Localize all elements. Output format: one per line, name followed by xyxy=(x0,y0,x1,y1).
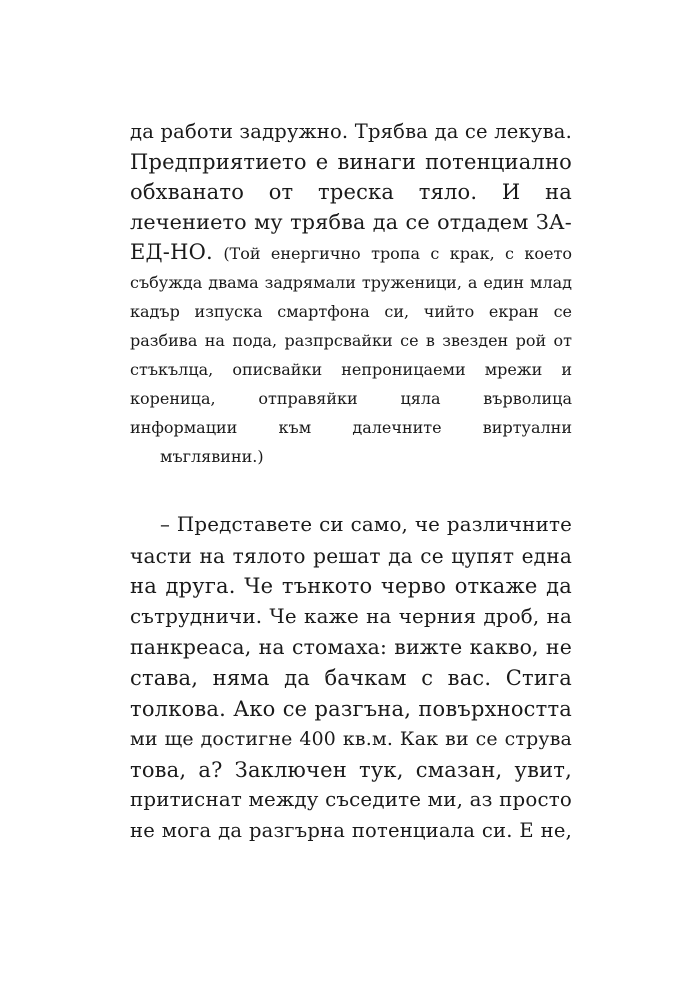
stage-direction-start: (Той енергично тропа с крак, с което xyxy=(223,244,572,263)
text-line: обхванато от треска тяло. И на xyxy=(130,180,572,204)
text-line: не мога да разгърна потенциала си. Е не, xyxy=(130,818,572,842)
text-line: притиснат между съседите ми, аз просто xyxy=(130,788,572,812)
stage-direction-line: стъкълца, описвайки непроницаеми мрежи и xyxy=(130,360,572,379)
stage-direction-line: кореница, отправяйки цяла върволица xyxy=(130,389,572,408)
text-line: да работи задружно. Трябва да се лекува. xyxy=(130,120,572,143)
text-line: става, няма да бачкам с вас. Стига xyxy=(130,665,572,690)
text-line: това, а? Заключен тук, смазан, увит, xyxy=(130,757,572,782)
stage-direction-line: мъглявини.) xyxy=(160,447,264,466)
text-line: – Представете си само, че различните xyxy=(160,513,572,536)
text-line: сътрудничи. Че каже на черния дроб, на xyxy=(130,604,572,628)
text-line: панкреаса, на стомаха: вижте какво, не xyxy=(130,635,572,660)
text-line-mixed xyxy=(130,237,572,268)
paragraph-2 xyxy=(130,510,572,847)
stage-direction-line: събужда двама задрямали труженици, а един млад xyxy=(130,273,572,292)
text-line: на друга. Че тънкото черво откаже да xyxy=(130,574,572,599)
text-segment: ЕД-НО. xyxy=(130,240,213,264)
text-line: Предприятието е винаги потенциално xyxy=(130,150,572,174)
text-line: ми ще достигне 400 кв.м. Как ви се струва xyxy=(130,728,572,751)
stage-direction-line: кадър изпуска смартфона си, чийто екран се xyxy=(130,302,572,321)
paragraph-1 xyxy=(130,117,572,471)
stage-direction-line: разбива на пода, разпрсвайки се в звезден рой от xyxy=(130,331,572,350)
text-line: части на тялото решат да се цупят една xyxy=(130,543,572,568)
text-line: толкова. Ако се разгъна, повърхността xyxy=(130,696,572,721)
text-line: лечението му трябва да се отдадем ЗА- xyxy=(130,210,572,234)
stage-direction-line: информации към далечните виртуални xyxy=(130,418,572,437)
